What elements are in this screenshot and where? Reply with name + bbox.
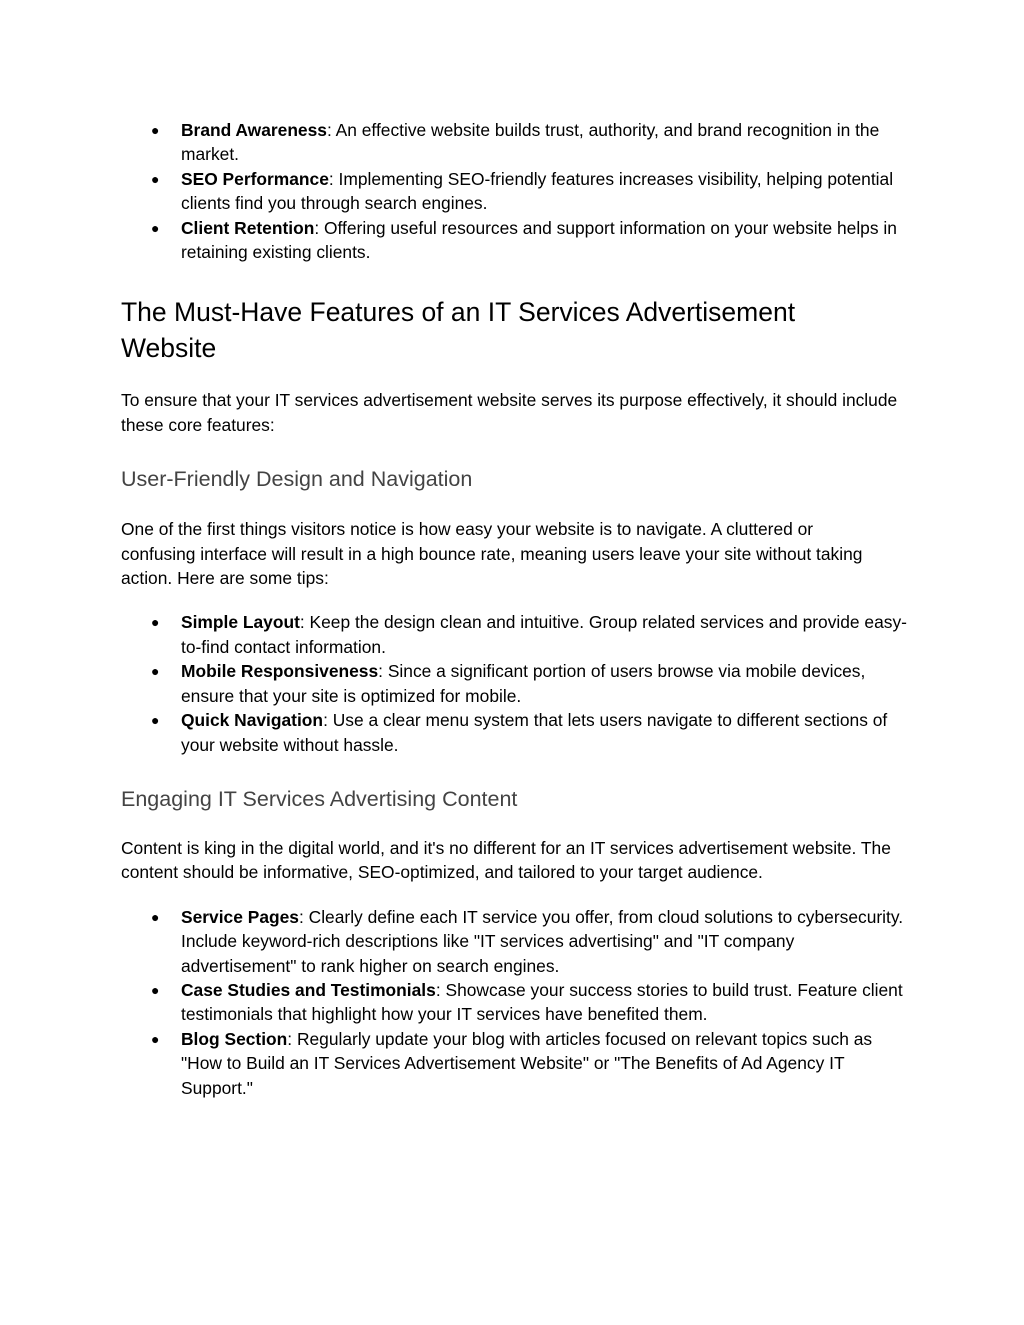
list-item-text: : Use a clear menu system that lets users navigate to different sections of your website without hassle.	[181, 710, 888, 755]
list-item-text: : Clearly define each IT service you offer, from cloud solutions to cybersecurity. Include keyword-rich descriptions like "IT services advertising" and "IT company advertisement" to rank higher on search engines.	[181, 906, 904, 976]
intro-bullet-list	[121, 118, 911, 264]
list-item-text: : Offering useful resources and support information on your website helps in retaining existing clients.	[181, 217, 897, 263]
bullet-icon: ●	[151, 663, 160, 680]
bullet-icon: ●	[151, 170, 160, 187]
design-paragraph: One of the first things visitors notice is how easy your website is to navigate. A cluttered or confusing interface will result in a high bounce rate, meaning users leave your site without taking action. Here are some tips:	[121, 519, 863, 589]
bullet-icon: ●	[151, 712, 160, 729]
list-item	[121, 610, 911, 659]
list-item	[121, 167, 911, 216]
list-item-text: : Regularly update your blog with articles focused on relevant topics such as "How to Build an IT Services Advertisement Website" or "The Benefits of Ad Agency IT Support."	[181, 1028, 873, 1098]
list-item-text: : An effective website builds trust, authority, and brand recognition in the market.	[181, 120, 880, 165]
section-heading: The Must-Have Features of an IT Services Advertisement Website	[121, 297, 796, 364]
list-item-text: : Implementing SEO-friendly features increases visibility, helping potential clients find you through search engines.	[181, 168, 894, 214]
list-item	[121, 905, 911, 978]
list-item-term: Quick Navigation	[181, 710, 324, 731]
list-item	[121, 1027, 911, 1100]
list-item	[121, 978, 911, 1027]
list-item	[121, 216, 911, 265]
content-heading: Engaging IT Services Advertising Content	[121, 786, 518, 811]
content-bullet-list	[121, 905, 911, 1100]
bullet-icon: ●	[151, 981, 160, 998]
list-item	[121, 708, 911, 757]
bullet-icon: ●	[151, 614, 160, 631]
list-item	[121, 118, 911, 167]
list-item-term: Mobile Responsiveness	[181, 661, 379, 682]
list-item-term: Case Studies and Testimonials	[181, 979, 436, 1000]
list-item-term: Blog Section	[181, 1028, 288, 1049]
bullet-icon: ●	[151, 122, 160, 138]
list-item-text: : Keep the design clean and intuitive. Group related services and provide easy-to-find contact information.	[181, 612, 907, 657]
list-item-term: Service Pages	[181, 906, 299, 927]
list-item	[121, 659, 911, 708]
list-item-term: Client Retention	[181, 217, 315, 238]
list-item-text: : Showcase your success stories to build trust. Feature client testimonials that highlight how your IT services have benefited them.	[181, 979, 903, 1025]
design-bullet-list	[121, 610, 911, 756]
document-page	[121, 118, 911, 1100]
list-item-term: SEO Performance	[181, 168, 329, 189]
list-item-term: Brand Awareness	[181, 120, 327, 140]
content-paragraph: Content is king in the digital world, and it's no different for an IT services advertisement website. The content should be informative, SEO-optimized, and tailored to your target audience.	[121, 837, 891, 883]
list-item-text: : Since a significant portion of users browse via mobile devices, ensure that your site is optimized for mobile.	[181, 661, 866, 706]
section-intro: To ensure that your IT services advertisement website serves its purpose effectively, it should include these core features:	[121, 390, 898, 435]
bullet-icon: ●	[151, 1030, 160, 1047]
bullet-icon: ●	[151, 908, 160, 925]
design-heading: User-Friendly Design and Navigation	[121, 467, 473, 492]
list-item-term: Simple Layout	[181, 612, 300, 633]
bullet-icon: ●	[151, 219, 160, 236]
